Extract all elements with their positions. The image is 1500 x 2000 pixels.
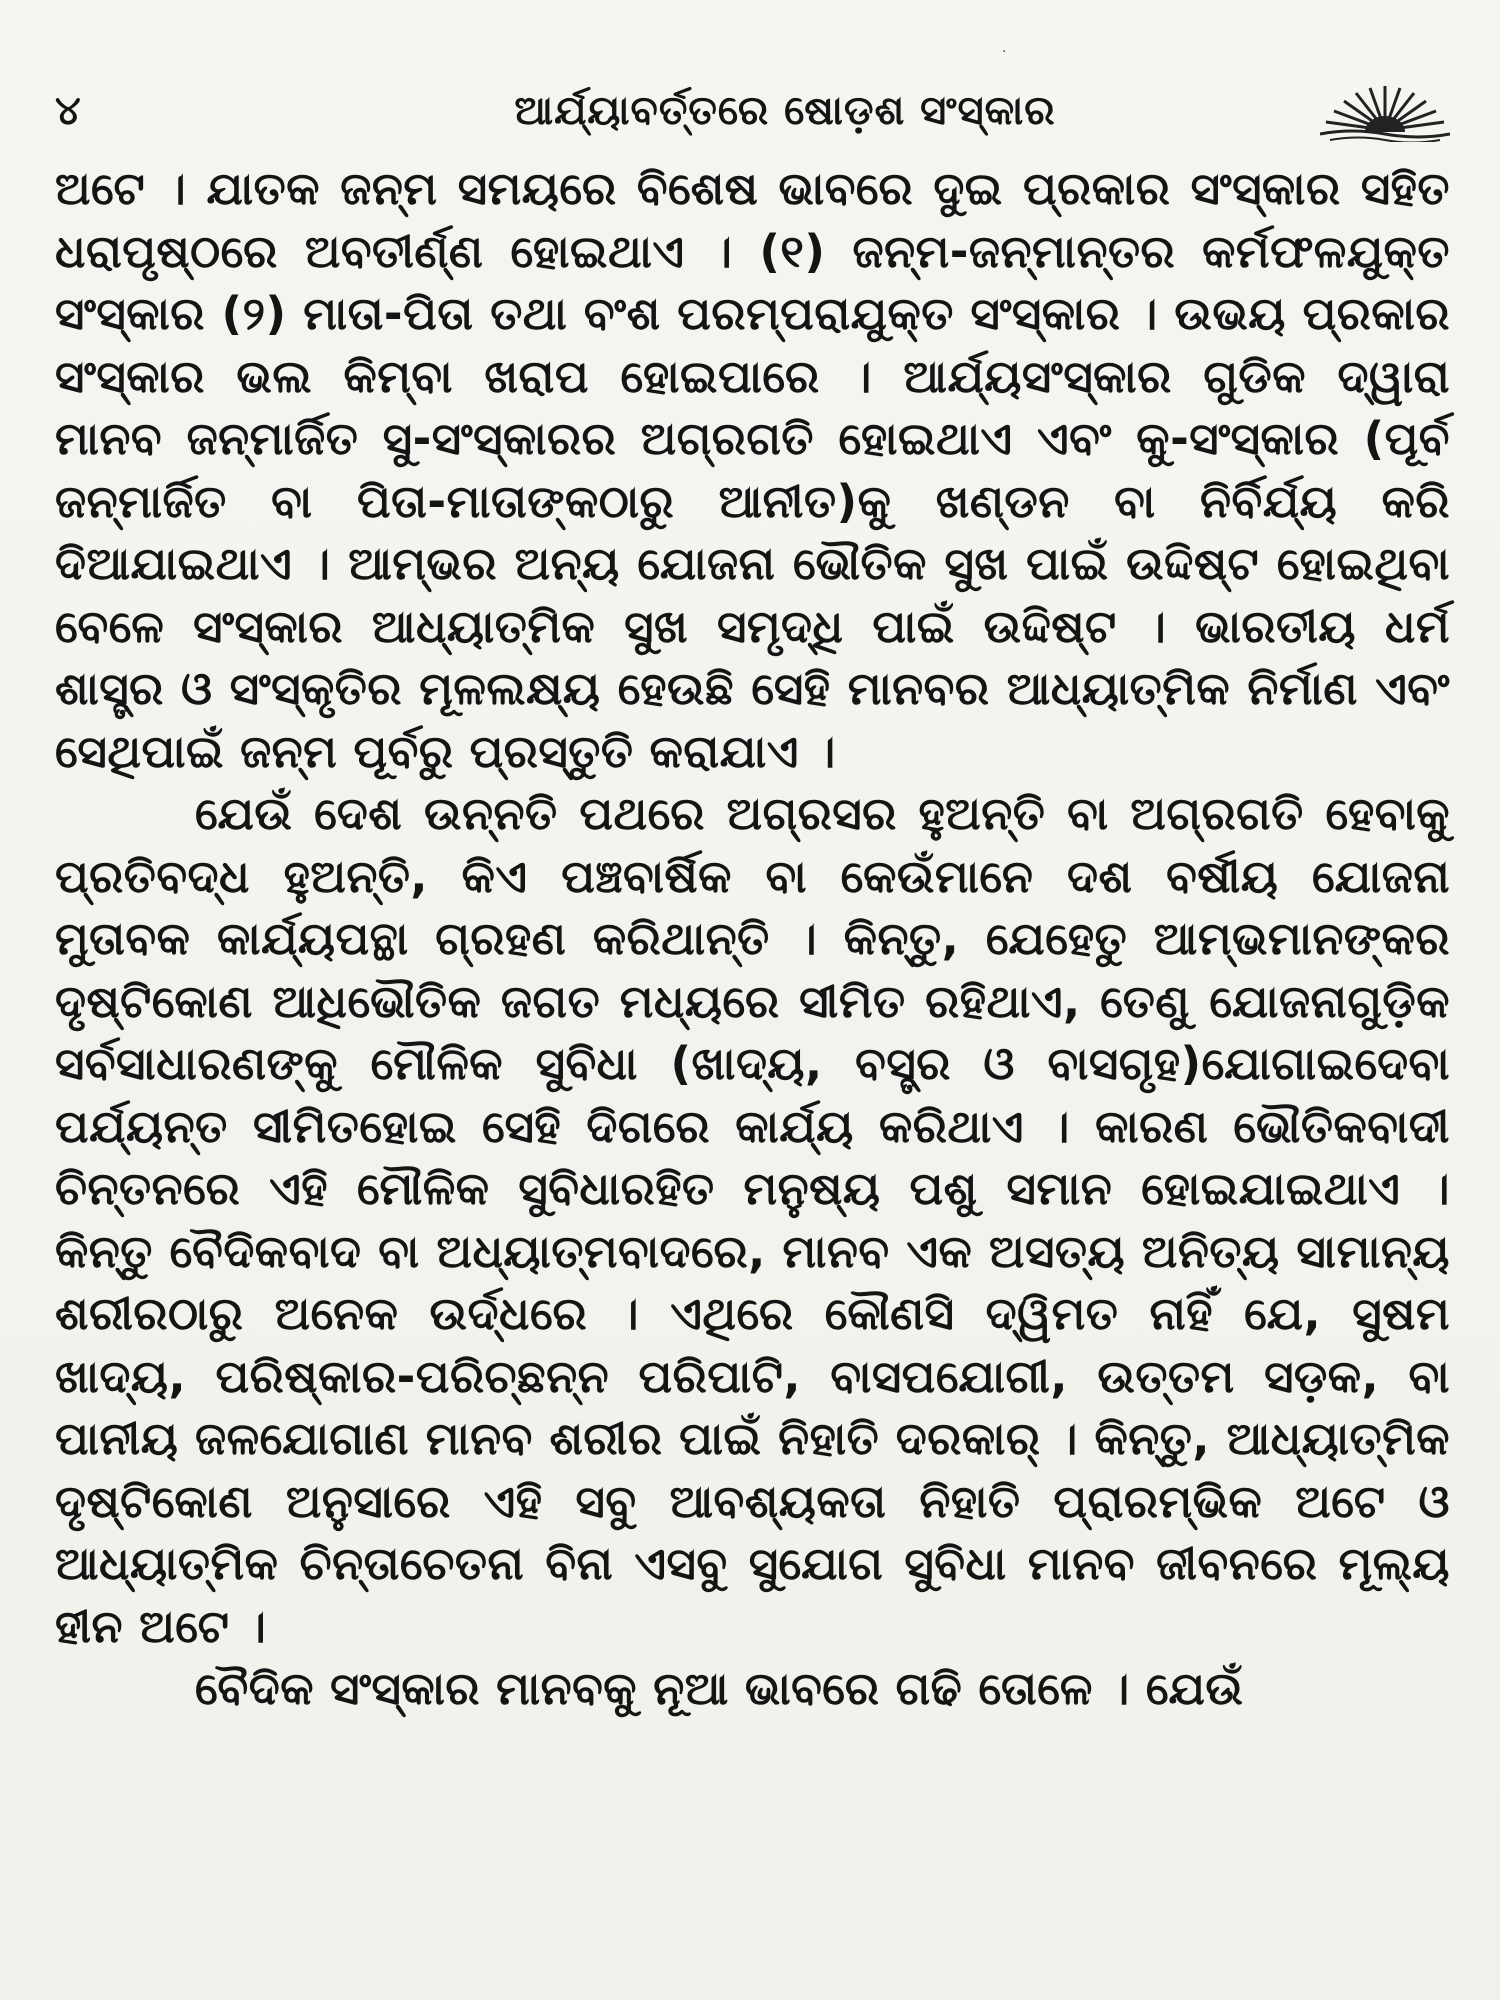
page-header bbox=[55, 82, 1455, 152]
paragraph-2: ଯେଉଁ ଦେଶ ଉନ୍ନତି ପଥରେ ଅଗ୍ରସର ହୁଅନ୍ତି ବା ଅଗ୍ରଗତି ହେବାକୁ ପ୍ରତିବଦ୍ଧ ହୁଅନ୍ତି, କିଏ ପଞ୍ଚବାର୍ଷିକ ବା କେଉଁମାନେ ଦଶ ବର୍ଷୀୟ ଯୋଜନା ମୁତାବକ କାର୍ଯ୍ୟପନ୍ଥା ଗ୍ରହଣ କରିଥାନ୍ତି । କିନ୍ତୁ, ଯେହେତୁ ଆମ୍ଭମାନଙ୍କର ଦୃଷ୍ଟିକୋଣ ଆଧିଭୌତିକ ଜଗତ ମଧ୍ୟରେ ସୀମିତ ରହିଥାଏ, ତେଣୁ ଯୋଜନାଗୁଡ଼ିକ ସର୍ବସାଧାରଣଙ୍କୁ ମୌଳିକ ସୁବିଧା (ଖାଦ୍ୟ, ବସ୍ତ୍ର ଓ ବାସଗୃହ)ଯୋଗାଇଦେବା ପର୍ଯ୍ୟନ୍ତ ସୀମିତହୋଇ ସେହି ଦିଗରେ କାର୍ଯ୍ୟ କରିଥାଏ । କାରଣ ଭୌତିକବାଦୀ ଚିନ୍ତନରେ ଏହି ମୌଳିକ ସୁବିଧାରହିତ ମନୁଷ୍ୟ ପଶୁ ସମାନ ହୋଇଯାଇଥାଏ । କିନ୍ତୁ ବୈଦିକବାଦ ବା ଅଧ୍ୟାତ୍ମବାଦରେ, ମାନବ ଏକ ଅସତ୍ୟ ଅନିତ୍ୟ ସାମାନ୍ୟ ଶରୀରଠାରୁ ଅନେକ ଉର୍ଦ୍ଧରେ । ଏଥିରେ କୌଣସି ଦ୍ୱିମତ ନାହିଁ ଯେ, ସୁଷମ ଖାଦ୍ୟ, ପରିଷ୍କାର-ପରିଚ୍ଛନ୍ନ ପରିପାଟି, ବାସପଯୋଗୀ, ଉତ୍ତମ ସଡ଼କ, ବା ପାନୀୟ ଜଳଯୋଗାଣ ମାନବ ଶରୀର ପାଇଁ ନିହାତି ଦରକାର୍ । କିନ୍ତୁ, ଆଧ୍ୟାତ୍ମିକ ଦୃଷ୍ଟିକୋଣ ଅନୁସାରେ ଏହି ସବୁ ଆବଶ୍ୟକତା ନିହାତି ପ୍ରାରମ୍ଭିକ ଅଟେ ଓ ଆଧ୍ୟାତ୍ମିକ ଚିନ୍ତାଚେତନା ବିନା ଏସବୁ ସୁଯୋଗ ସୁବିଧା ମାନବ ଜୀବନରେ ମୂଲ୍ୟ ହୀନ ଅଟେ । bbox=[55, 787, 1450, 1653]
paragraph-1: ଅଟେ । ଯାତକ ଜନ୍ମ ସମୟରେ ବିଶେଷ ଭାବରେ ଦୁଇ ପ୍ରକାର ସଂସ୍କାର ସହିତ ଧରାପୃଷ୍ଠରେ ଅବତୀର୍ଣ୍ଣ ହୋଇଥାଏ । (୧) ଜନ୍ମ-ଜନ୍ମାନ୍ତର କର୍ମଫଳଯୁକ୍ତ ସଂସ୍କାର (୨) ମାତା-ପିତା ତଥା ବଂଶ ପରମ୍ପରାଯୁକ୍ତ ସଂସ୍କାର । ଉଭୟ ପ୍ରକାର ସଂସ୍କାର ଭଲ କିମ୍ବା ଖରାପ ହୋଇପାରେ । ଆର୍ଯ୍ୟସଂସ୍କାର ଗୁଡିକ ଦ୍ୱାରା ମାନବ ଜନ୍ମାର୍ଜିତ ସୁ-ସଂସ୍କାରର ଅଗ୍ରଗତି ହୋଇଥାଏ ଏବଂ କୁ-ସଂସ୍କାର (ପୂର୍ବ ଜନ୍ମାର୍ଜିତ ବା ପିତା-ମାତାଙ୍କଠାରୁ ଆନୀତ)କୁ ଖଣ୍ଡନ ବା ନିର୍ବିର୍ଯ୍ୟ କରି ଦିଆଯାଇଥାଏ । ଆମ୍ଭର ଅନ୍ୟ ଯୋଜନା ଭୌତିକ ସୁଖ ପାଇଁ ଉଦ୍ଦିଷ୍ଟ ହୋଇଥିବା ବେଳେ ସଂସ୍କାର ଆଧ୍ୟାତ୍ମିକ ସୁଖ ସମୃଦ୍ଧି ପାଇଁ ଉଦ୍ଦିଷ୍ଟ । ଭାରତୀୟ ଧର୍ମ ଶାସ୍ତ୍ର ଓ ସଂସ୍କୃତିର ମୂଳଲକ୍ଷ୍ୟ ହେଉଛି ସେହି ମାନବର ଆଧ୍ୟାତ୍ମିକ ନିର୍ମାଣ ଏବଂ ସେଥିପାଇଁ ଜନ୍ମ ପୂର୍ବରୁ ପ୍ରସ୍ତୁତି କରାଯାଏ । bbox=[55, 162, 1450, 778]
page-number: ୪ bbox=[55, 88, 81, 134]
paragraph-3: ବୈଦିକ ସଂସ୍କାର ମାନବକୁ ନୂଆ ଭାବରେ ଗଢି ତୋଳେ । ଯେଉଁ bbox=[195, 1662, 1244, 1715]
rising-sun-icon bbox=[1320, 82, 1450, 142]
running-title: ଆର୍ଯ୍ୟାବର୍ତ୍ତରେ ଷୋଡ଼ଶ ସଂସ୍କାର bbox=[514, 88, 1056, 134]
stray-mark: · bbox=[1002, 44, 1007, 60]
body-text bbox=[55, 158, 1450, 1721]
